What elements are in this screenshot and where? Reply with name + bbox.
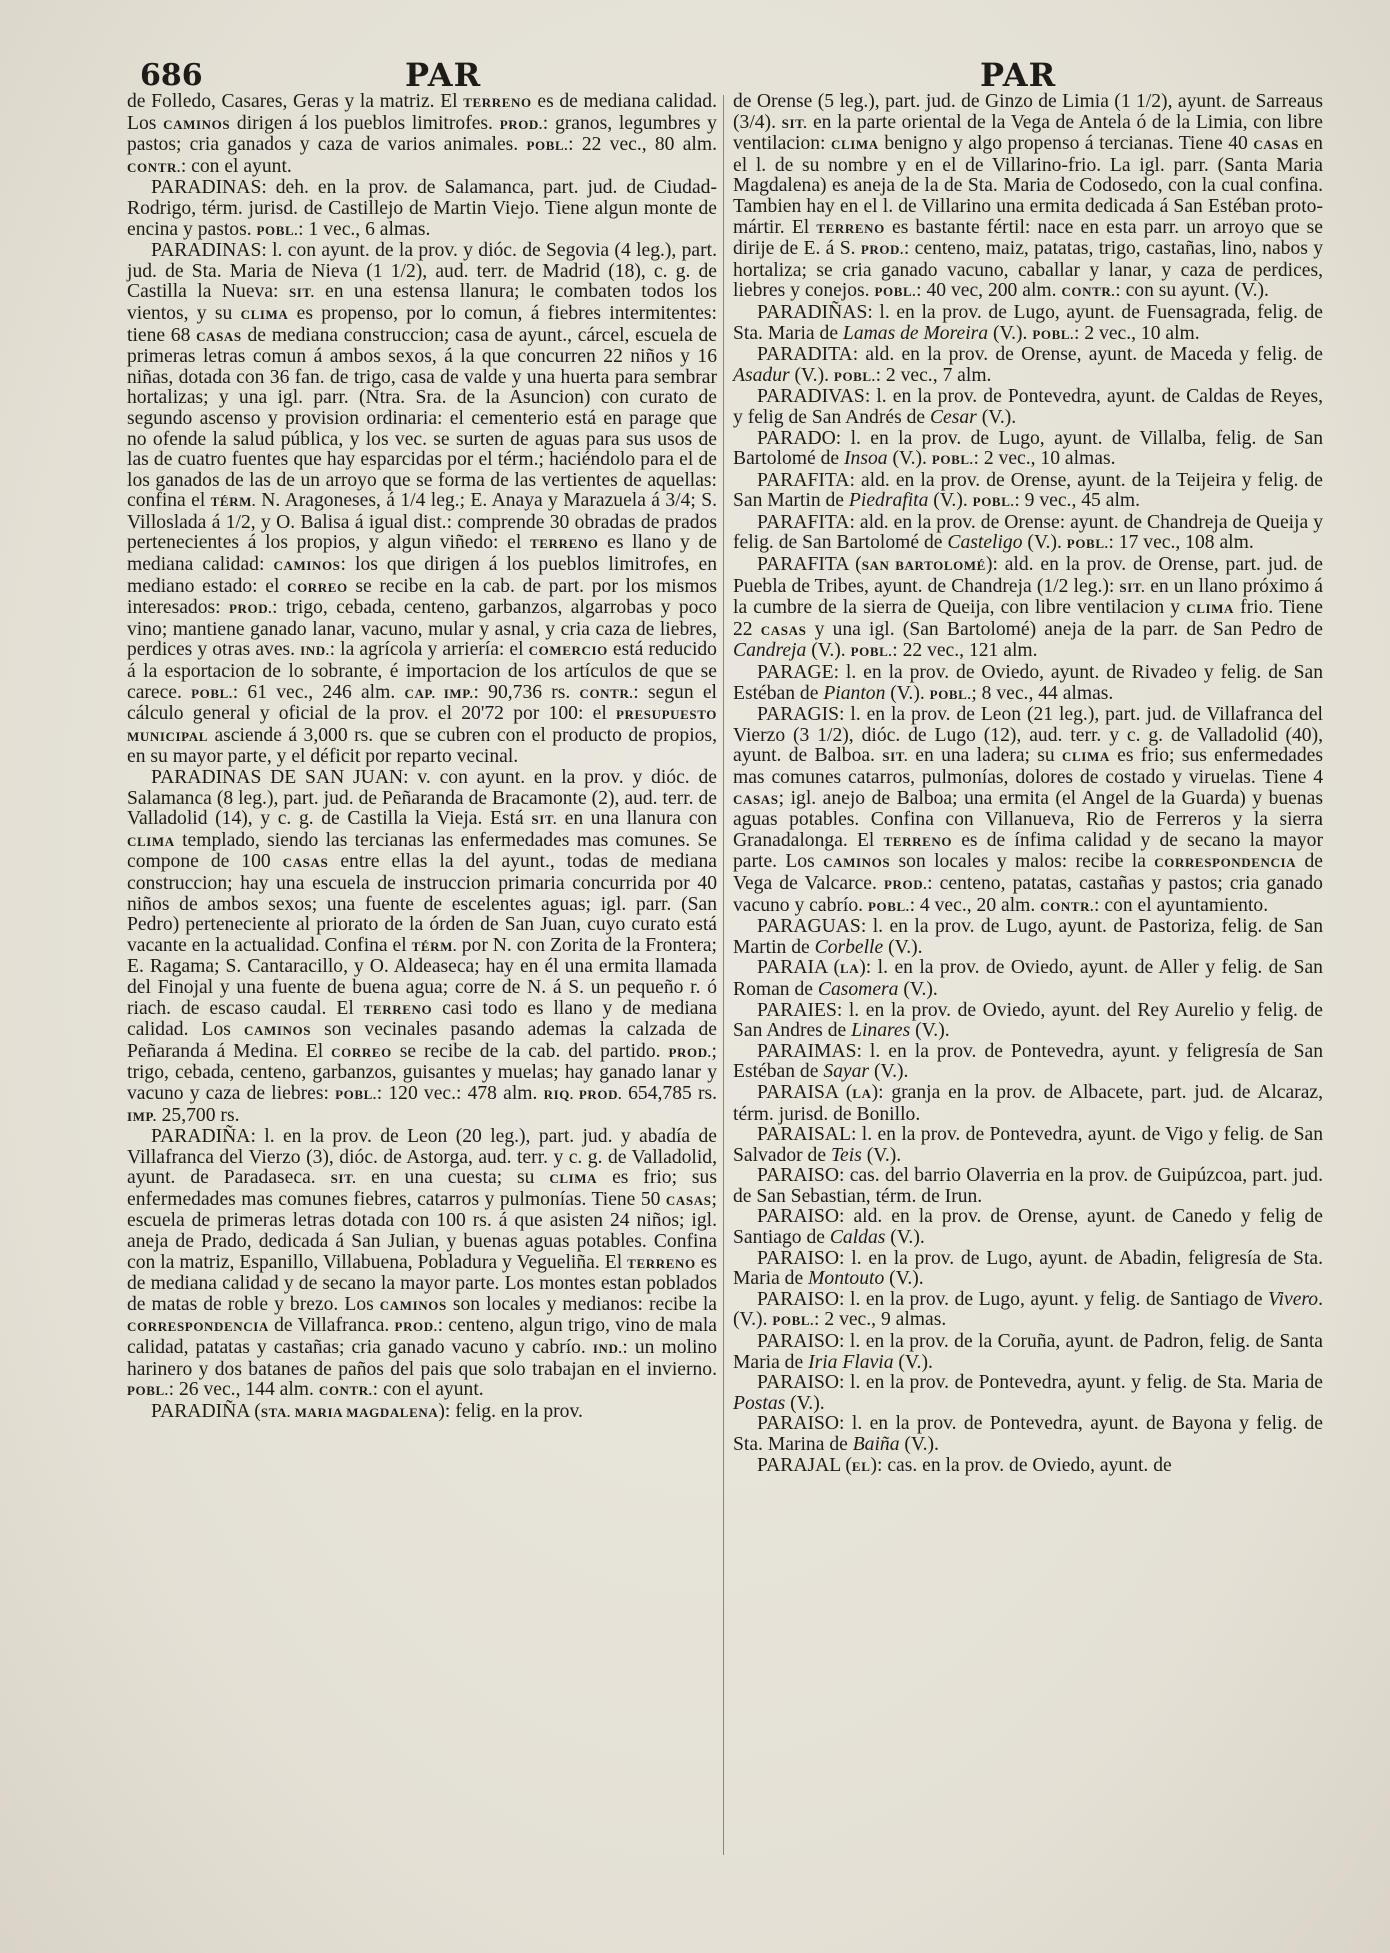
entry-headword: PARADIVAS bbox=[757, 386, 865, 408]
entry-text: : deh. en la prov. de Salamanca, part. jud. de Ciudad-Rodrigo, térm. jurisd. de Castillejo de Martin Viejo. Tiene algun monte de encina y pastos. bbox=[127, 177, 717, 240]
dictionary-entry bbox=[733, 429, 1323, 471]
entry-text: : l. en la prov. de Lugo, ayunt. y felig. de Santiago de bbox=[839, 1288, 1269, 1310]
running-head-right: PAR bbox=[980, 56, 1057, 94]
abbreviation-smallcaps: LA bbox=[852, 1085, 872, 1101]
entry-text: : 120 vec.: 478 alm. bbox=[376, 1082, 544, 1104]
entry-text: (V.). bbox=[861, 1144, 902, 1166]
entry-text: ; 8 vec., 44 almas. bbox=[971, 682, 1114, 704]
entry-headword: PARAISA bbox=[757, 1081, 838, 1103]
entry-headword: PARAFITA bbox=[757, 554, 849, 576]
entry-headword: PARAISO bbox=[757, 1372, 840, 1394]
entry-text: es frio; sus enfermedades mas comunes fiebres, catarros y pulmonías. Tiene 50 bbox=[127, 1167, 717, 1210]
abbreviation-smallcaps: TÉRM. bbox=[411, 938, 457, 954]
abbreviation-smallcaps: CORREO bbox=[331, 1044, 392, 1060]
dictionary-entry bbox=[733, 1125, 1323, 1166]
entry-text: ): granja en la prov. de Albacete, part. jud. de Alcaraz, térm. jurisd. de Bonillo. bbox=[733, 1081, 1323, 1125]
entry-text: dirigen á los pueblos limitrofes. bbox=[230, 112, 500, 134]
entry-text: ( bbox=[249, 1400, 261, 1422]
abbreviation-smallcaps: TÉRM. bbox=[210, 494, 256, 510]
abbreviation-smallcaps: CASAS bbox=[282, 855, 329, 871]
entry-text: es de ínfima calidad y de secano la mayor parte. Los bbox=[733, 829, 1323, 873]
dictionary-entry bbox=[733, 705, 1323, 917]
entry-text: ): ald. en la prov. de Orense, part. jud. de Puebla de Tribes, ayunt. de Chandreja (1/2 leg.): bbox=[733, 554, 1323, 597]
entry-text: (V.). bbox=[789, 364, 834, 386]
abbreviation-smallcaps: CONTR. bbox=[579, 685, 634, 701]
cross-reference-italic: Pianton bbox=[823, 682, 886, 704]
entry-text: ( bbox=[827, 957, 841, 979]
entry-text: es frio; sus enfermedades mas comunes catarros, pulmonías, dolores de costado y viruelas. Tiene 4 bbox=[733, 745, 1323, 788]
abbreviation-smallcaps: IMP. bbox=[127, 1108, 157, 1124]
column-divider bbox=[723, 95, 724, 1855]
abbreviation-smallcaps: TERRENO bbox=[363, 1001, 433, 1017]
abbreviation-smallcaps: POBL. bbox=[526, 138, 569, 154]
entry-headword: PARADIÑAS bbox=[757, 301, 868, 323]
abbreviation-smallcaps: TERRENO bbox=[883, 833, 953, 849]
cross-reference-italic: Baiña bbox=[852, 1434, 900, 1455]
entry-text: (V.). bbox=[1022, 532, 1067, 554]
entry-text: de mediana construccion; casa de ayunt., cárcel, escuela de primeras letras comun á ambos sexos, á la que concurren 22 niños y 16 niñas, dotada con 36 fan. de trigo, casa de valde y una huerta para sembrar hortalizas; y una igl. parr. (Ntra. Sra. de la Asuncion) con curato de segundo ascenso y provision ordinaria: el cementerio está en parage que no ofende la salud pública, y los vec. se surten de aguas para sus usos de las de cuatro fuentes que hay esparcidas por el térm.; haciéndolo para el de los ganados de las de un arroyo que se forma de las vertientes de aquellas: confina el bbox=[127, 324, 718, 512]
abbreviation-smallcaps: POBL. bbox=[850, 644, 893, 660]
cross-reference-italic: Candreja bbox=[733, 640, 807, 662]
entry-headword: PARAGIS bbox=[757, 704, 840, 726]
dictionary-entry bbox=[127, 1127, 717, 1402]
entry-headword: PARAISO bbox=[757, 1331, 840, 1353]
entry-text: ): cas. en la prov. de Oviedo, ayunt. de bbox=[870, 1454, 1172, 1476]
entry-text: : l. con ayunt. de la prov. y dióc. de Segovia (4 leg.), part. jud. de Sta. Maria de Nieva (1 1/2), aud. terr. de Madrid (18), c. g. de Castilla la Nueva: bbox=[127, 240, 717, 303]
entry-text: : con el ayunt. bbox=[180, 155, 292, 177]
entry-text: se recibe de la cab. del partido. bbox=[391, 1040, 669, 1062]
entry-text: en una cuesta; su bbox=[356, 1167, 550, 1189]
entry-text: : con su ayunt. (V.). bbox=[1115, 280, 1269, 302]
abbreviation-smallcaps: SAN BARTOLOMÉ bbox=[861, 558, 986, 574]
dictionary-entry bbox=[733, 555, 1323, 663]
entry-text: ): felig. en la prov. bbox=[438, 1400, 583, 1422]
entry-text: : 17 vec., 108 alm. bbox=[1108, 532, 1254, 554]
cross-reference-italic: Vivero bbox=[1268, 1288, 1319, 1310]
cross-reference-italic: Cesar bbox=[929, 406, 977, 428]
dictionary-entry bbox=[733, 1207, 1323, 1248]
entry-headword: PARAGUAS bbox=[757, 916, 861, 938]
dictionary-entry bbox=[733, 1166, 1323, 1207]
abbreviation-smallcaps: CLIMA bbox=[1062, 749, 1110, 765]
dictionary-entry bbox=[733, 663, 1323, 705]
cross-reference-italic: Casomera bbox=[817, 978, 899, 1000]
abbreviation-smallcaps: PRESUPUESTO MUNICIPAL bbox=[127, 707, 717, 744]
cross-reference-italic: Asadur bbox=[733, 364, 790, 386]
abbreviation-smallcaps: POBL. bbox=[127, 1383, 169, 1399]
dictionary-entry bbox=[127, 768, 717, 1127]
abbreviation-smallcaps: TERRENO bbox=[816, 220, 885, 236]
entry-text: (V.). bbox=[899, 1434, 939, 1455]
abbreviation-smallcaps: POBL. bbox=[972, 494, 1015, 510]
entry-headword: PARAJAL bbox=[757, 1454, 841, 1476]
abbreviation-smallcaps: POBL. bbox=[191, 685, 233, 701]
abbreviation-smallcaps: TERRENO bbox=[463, 95, 532, 110]
running-head-left: PAR bbox=[405, 56, 482, 94]
dictionary-entry bbox=[733, 1042, 1323, 1083]
entry-text: : 2 vec., 7 alm. bbox=[875, 364, 992, 386]
entry-text: ; trigo, cebada, centeno, garbanzos, guisantes y muelas; hay ganado lanar y vacuno y caza de liebres: bbox=[127, 1040, 717, 1104]
abbreviation-smallcaps: CORREO bbox=[287, 579, 348, 595]
entry-text: es propenso, por lo comun, á fiebres intermitentes: tiene 68 bbox=[127, 302, 717, 346]
entry-text: : los que dirigen á los pueblos limitrofes, en mediano estado: el bbox=[127, 554, 717, 597]
abbreviation-smallcaps: POBL. bbox=[833, 368, 876, 384]
abbreviation-smallcaps: CAMINOS bbox=[273, 558, 341, 574]
abbreviation-smallcaps: CASAS bbox=[665, 1192, 712, 1208]
entry-text: (V.). bbox=[785, 1392, 825, 1414]
dictionary-entry bbox=[733, 1332, 1323, 1373]
abbreviation-smallcaps: CLIMA bbox=[831, 137, 879, 153]
abbreviation-smallcaps: IND. bbox=[592, 1341, 623, 1357]
cross-reference-italic: Postas bbox=[733, 1392, 786, 1414]
entry-text: ): l. en la prov. de Oviedo, ayunt. de Aller y felig. de San Roman de bbox=[733, 957, 1323, 1000]
entry-text: : l. en la prov. de Lugo, ayunt. de Villalba, felig. de San Bartolomé de bbox=[733, 427, 1323, 470]
abbreviation-smallcaps: PROD. bbox=[499, 116, 543, 132]
abbreviation-smallcaps: CLIMA bbox=[549, 1171, 598, 1187]
entry-text: de Orense (5 leg.), part. jud. de Ginzo de Limia (1 1/2), ayunt. de Sarreaus (3/4). bbox=[733, 91, 1323, 133]
cross-reference-italic: Insoa bbox=[844, 448, 888, 470]
entry-text: : 22 vec., 80 alm. bbox=[568, 134, 718, 156]
entry-text: son locales y medianos: recibe la bbox=[446, 1293, 717, 1315]
entry-headword: PARAFITA bbox=[757, 511, 850, 533]
dictionary-entry bbox=[733, 345, 1323, 387]
entry-text: : l. en la prov. de Lugo, ayunt. de Pastoriza, felig. de San Martin de bbox=[733, 916, 1323, 958]
abbreviation-smallcaps: CAMINOS bbox=[823, 855, 891, 871]
abbreviation-smallcaps: CONTR. bbox=[127, 159, 181, 175]
dictionary-entry bbox=[733, 1001, 1323, 1042]
abbreviation-smallcaps: SIT. bbox=[288, 285, 315, 301]
abbreviation-smallcaps: SIT. bbox=[1119, 579, 1146, 595]
abbreviation-smallcaps: POBL. bbox=[772, 1313, 815, 1329]
cross-reference-italic: Piedrafita bbox=[848, 490, 929, 512]
entry-headword: PARADIÑA bbox=[151, 1126, 251, 1148]
entry-text: : centeno, algun trigo, vino de mala calidad, patatas y castañas; cria ganado vacuno y cabrío. bbox=[127, 1315, 718, 1359]
entry-text: (V.). bbox=[893, 1351, 933, 1373]
entry-text: : ald. en la prov. de Orense, ayunt. de Canedo y felig de Santiago de bbox=[733, 1206, 1323, 1249]
abbreviation-smallcaps: CONTR. bbox=[1040, 898, 1094, 914]
entry-text: : cas. del barrio Olaverria en la prov. de Guipúzcoa, part. jud. de San Sebastian, térm. de Irun. bbox=[733, 1165, 1323, 1207]
entry-headword: PARAIA bbox=[757, 957, 828, 979]
abbreviation-smallcaps: COMERCIO bbox=[528, 643, 608, 659]
dictionary-entry bbox=[733, 1373, 1323, 1414]
abbreviation-smallcaps: POBL. bbox=[1032, 326, 1074, 342]
cross-reference-italic: Caldas bbox=[829, 1227, 886, 1249]
cross-reference-italic: Linares bbox=[851, 1020, 911, 1042]
abbreviation-smallcaps: PROD. bbox=[228, 601, 273, 617]
entry-text: 25,700 rs. bbox=[156, 1104, 240, 1126]
entry-text: : l. en la prov. de Pontevedra, ayunt. y feligresía de San Estéban de bbox=[733, 1040, 1323, 1083]
entry-text: : 61 vec., 246 alm. bbox=[232, 681, 405, 703]
page-number: 686 bbox=[140, 58, 203, 93]
entry-text: templado, siendo las tercianas las enfermedades mas comunes. Se compone de 100 bbox=[127, 829, 717, 873]
entry-text: : l. en la prov. de Leon (20 leg.), part. jud. y abadía de Villafranca del Vierzo (3), dióc. de Astorga, aud. terr. y c. g. de Valladolid, ayunt. de Paradaseca. bbox=[127, 1126, 717, 1189]
entry-text: ( bbox=[848, 554, 862, 576]
abbreviation-smallcaps: CASAS bbox=[733, 791, 779, 807]
entry-text: : l. en la prov. de Lugo, ayunt. de Fuensagrada, felig. de Sta. Maria de bbox=[733, 301, 1323, 344]
entry-text: en un llano próximo á la cumbre de la sierra de Queija, con libre ventilacion y bbox=[733, 575, 1323, 619]
entry-text: se recibe en la cab. de part. por los mismos interesados: bbox=[127, 575, 717, 619]
entry-text: es de mediana calidad y de secano la mayor parte. Los montes estan poblados de matas de roble y brezo. Los bbox=[127, 1251, 717, 1315]
right-column bbox=[733, 92, 1323, 1477]
dictionary-entry bbox=[733, 1414, 1323, 1455]
dictionary-entry bbox=[733, 513, 1323, 555]
dictionary-entry bbox=[733, 1290, 1323, 1332]
entry-text: : l. en la prov. de Pontevedra, ayunt. de Bayona y felig. de Sta. Marina de bbox=[733, 1413, 1323, 1455]
entry-text: ( bbox=[840, 1454, 852, 1476]
entry-text: : 22 vec., 121 alm. bbox=[892, 640, 1038, 662]
entry-text: frio. Tiene 22 bbox=[733, 597, 1324, 640]
entry-text: y una igl. (San Bartolomé) aneja de la parr. de San Pedro de bbox=[806, 618, 1323, 640]
abbreviation-smallcaps: CAMINOS bbox=[244, 1023, 312, 1039]
abbreviation-smallcaps: LA bbox=[840, 961, 860, 977]
entry-text: (V.). bbox=[887, 448, 932, 470]
dictionary-entry bbox=[733, 471, 1323, 513]
entry-text: : 2 vec., 9 almas. bbox=[814, 1309, 947, 1331]
entry-headword: PARAISO bbox=[757, 1165, 840, 1187]
abbreviation-smallcaps: CLIMA bbox=[240, 306, 289, 322]
abbreviation-smallcaps: EL bbox=[851, 1458, 871, 1474]
abbreviation-smallcaps: CONTR. bbox=[1061, 284, 1116, 300]
abbreviation-smallcaps: CORRESPONDENCIA bbox=[1154, 855, 1297, 871]
abbreviation-smallcaps: CAMINOS bbox=[379, 1297, 447, 1313]
entry-text: en una ladera; su bbox=[907, 745, 1063, 767]
entry-text: (V.). bbox=[928, 490, 973, 512]
entry-text: son vecinales pasando ademas la calzada de Peñaranda á Medina. El bbox=[127, 1019, 717, 1062]
abbreviation-smallcaps: PROD. bbox=[668, 1044, 712, 1060]
entry-text: : l. en la prov. de Pontevedra, ayunt. de Caldas de Reyes, y felig de San Andrés de bbox=[733, 386, 1323, 428]
abbreviation-smallcaps: POBL. bbox=[335, 1086, 377, 1102]
entry-text: de Folledo, Casares, Geras y la matriz. El bbox=[127, 91, 464, 112]
abbreviation-smallcaps: POBL. bbox=[867, 898, 910, 914]
entry-text: casi todo es llano y de mediana calidad. Los bbox=[127, 997, 717, 1041]
entry-text: : segun el cálculo general y oficial de la prov. el 20'72 por 100: el bbox=[127, 681, 717, 725]
dictionary-entry bbox=[733, 303, 1323, 345]
entry-headword: PARADITA bbox=[757, 344, 853, 366]
entry-text: : con el ayuntamiento. bbox=[1094, 894, 1269, 916]
page-header bbox=[140, 52, 1320, 92]
entry-headword: PARAISO bbox=[757, 1288, 840, 1310]
entry-headword: PARAISAL bbox=[757, 1124, 852, 1146]
dictionary-entry bbox=[733, 92, 1323, 303]
abbreviation-smallcaps: CAP. IMP. bbox=[404, 685, 474, 701]
dictionary-entry bbox=[733, 1456, 1323, 1478]
entry-text: son locales y malos: recibe la bbox=[890, 851, 1155, 873]
abbreviation-smallcaps: SIT. bbox=[781, 115, 808, 131]
entry-headword: PARAISO bbox=[757, 1247, 840, 1269]
dictionary-entry bbox=[127, 92, 717, 178]
entry-text: : v. con ayunt. en la prov. y dióc. de Salamanca (8 leg.), part. jud. de Peñaranda de Bracamonte (2), aud. terr. de Valladolid (14), y c. g. de Castilla la Vieja. Está bbox=[127, 767, 717, 830]
abbreviation-smallcaps: PROD. bbox=[860, 242, 904, 258]
abbreviation-smallcaps: POBL. bbox=[931, 452, 974, 468]
cross-reference-italic: Sayar bbox=[823, 1061, 870, 1083]
entry-headword: PARADIÑA bbox=[151, 1400, 250, 1422]
entry-headword: PARADINAS bbox=[151, 177, 262, 199]
entry-text: N. Aragoneses, á 1/4 leg.; E. Anaya y Marazuela á 3/4; S. Villoslada á 1/2, y O. Balisa á igual dist.: comprende 30 obradas de prados pertenecientes á los propios, y algun viñedo: el bbox=[127, 490, 717, 554]
entry-headword: PARAISO bbox=[757, 1413, 840, 1435]
entry-text: : 2 vec., 10 alm. bbox=[1074, 322, 1200, 344]
entry-text: : 90,736 rs. bbox=[473, 681, 580, 703]
abbreviation-smallcaps: POBL. bbox=[874, 284, 917, 300]
entry-text: : granos, legumbres y pastos; cria ganados y caza de varios animales. bbox=[127, 112, 717, 156]
entry-text: : 40 vec, 200 alm. bbox=[916, 280, 1062, 302]
abbreviation-smallcaps: TERRENO bbox=[627, 1255, 696, 1271]
cross-reference-italic: Lamas de Moreira bbox=[842, 322, 989, 344]
entry-text: en una estensa llanura; le combaten todos los vientos, y su bbox=[127, 281, 718, 324]
entry-text: : l. en la prov. de Lugo, ayunt. de Abadin, feligresía de Sta. Maria de bbox=[733, 1247, 1323, 1290]
entry-text: (V.). bbox=[885, 682, 930, 704]
abbreviation-smallcaps: SIT. bbox=[330, 1171, 357, 1187]
entry-text: : ald. en la prov. de Orense, ayunt. de Maceda y felig. de bbox=[852, 344, 1323, 366]
abbreviation-smallcaps: PROD. bbox=[394, 1319, 438, 1335]
abbreviation-smallcaps: IND. bbox=[300, 643, 330, 659]
entry-text: : centeno, maiz, patatas, trigo, castañas, lino, nabos y hortaliza; se cria ganado vacuno, caballar y lanar, y caza de perdices, liebres y conejos. bbox=[733, 238, 1323, 302]
dictionary-entry bbox=[127, 241, 717, 768]
entry-text: (V.). bbox=[988, 322, 1033, 344]
abbreviation-smallcaps: PROD. bbox=[884, 876, 928, 892]
abbreviation-smallcaps: TERRENO bbox=[529, 536, 599, 552]
entry-text: : trigo, cebada, centeno, garbanzos, algarrobas y poco vino; mantiene ganado lanar, vacuno, mular y asnal, y cria caza de liebres, perdices y otras aves. bbox=[127, 597, 717, 661]
entry-text: (V.). bbox=[976, 406, 1017, 428]
abbreviation-smallcaps: CORRESPONDENCIA bbox=[127, 1319, 269, 1335]
entry-text: : l. en la prov. de Pontevedra, ayunt. y felig. de Sta. Maria de bbox=[839, 1372, 1323, 1394]
entry-text: : con el ayunt. bbox=[372, 1379, 484, 1401]
entry-text: : 4 vec., 20 alm. bbox=[909, 894, 1041, 916]
entry-text: (V.). bbox=[898, 978, 938, 1000]
abbreviation-smallcaps: POBL. bbox=[929, 686, 972, 702]
entry-headword: PARAFITA bbox=[757, 469, 850, 491]
entry-text: : l. en la prov. de Oviedo, ayunt. de Rivadeo y felig. de San Estéban de bbox=[733, 662, 1323, 704]
dictionary-entry bbox=[127, 178, 717, 241]
entry-text: asciende á 3,000 rs. que se cubren con el producto de propios, en su mayor parte, y el déficit por reparto vecinal. bbox=[127, 724, 717, 768]
abbreviation-smallcaps: STA. MARIA MAGDALENA bbox=[260, 1404, 439, 1420]
entry-text: : 2 vec., 10 almas. bbox=[973, 448, 1116, 470]
entry-text: : la agrícola y arriería: el bbox=[329, 639, 529, 661]
entry-text: ; igl. anejo de Balboa; una ermita (el Angel de la Guarda) y buenas aguas potables. Confina con Villanueva, Rio de Ferreros y la sierra Granadalonga. El bbox=[733, 787, 1323, 851]
dictionary-entry bbox=[733, 387, 1323, 428]
cross-reference-italic: Montouto bbox=[808, 1268, 885, 1290]
abbreviation-smallcaps: POBL. bbox=[256, 222, 299, 238]
entry-text: en una llanura con bbox=[557, 808, 717, 830]
entry-text: : l. en la prov. de la Coruña, ayunt. de Padron, felig. de Santa Maria de bbox=[733, 1331, 1323, 1373]
entry-text: por N. con Zorita de la Frontera; E. Ragama; S. Cantaracillo, y O. Aldeaseca; hay en él una ermita llamada del Finojal y una fuente de buena agua; corre de N. á S. un pequeño r. ó riach. de escaso caudal. El bbox=[127, 934, 717, 1019]
entry-text: 654,785 rs. bbox=[621, 1082, 718, 1104]
entry-text: : l. en la prov. de Leon (21 leg.), part. jud. de Villafranca del Vierzo (3 1/2), dióc. de Lugo (12), aud. terr. y c. g. de Valladolid (40), ayunt. de Balboa. bbox=[733, 704, 1323, 767]
abbreviation-smallcaps: SIT. bbox=[531, 812, 558, 828]
entry-text: ; escuela de primeras letras dotada con 100 rs. á que asisten 24 niños; igl. aneja de Prado, dedicada á San Julian, y buenas aguas potables. Confina con la matriz, Espanillo, Villabuena, Pobladura y Vegueliña. El bbox=[127, 1188, 717, 1273]
entry-text: (V.). bbox=[885, 1227, 925, 1249]
abbreviation-smallcaps: SIT. bbox=[882, 749, 908, 765]
entry-text: : l. en la prov. de Pontevedra, ayunt. de Vigo y felig. de San Salvador de bbox=[733, 1124, 1323, 1166]
abbreviation-smallcaps: CASAS bbox=[1253, 137, 1299, 153]
entry-headword: PARAISO bbox=[757, 1206, 840, 1228]
dictionary-entry bbox=[733, 917, 1323, 958]
abbreviation-smallcaps: POBL. bbox=[1066, 536, 1109, 552]
entry-text: es llano y de mediana calidad: bbox=[127, 532, 717, 576]
entry-text: (V.). bbox=[883, 936, 923, 958]
entry-text: benigno y algo propenso á tercianas. Tiene 40 bbox=[878, 133, 1254, 155]
entry-text: : ald. en la prov. de Orense, ayunt. de la Teijeira y felig. de San Martin de bbox=[733, 469, 1323, 512]
left-column bbox=[127, 92, 717, 1423]
entry-text: ( bbox=[837, 1081, 853, 1103]
entry-text: de Villafranca. bbox=[268, 1315, 395, 1337]
entry-text: de Vega de Valcarce. bbox=[733, 851, 1323, 894]
abbreviation-smallcaps: CLIMA bbox=[1186, 601, 1234, 617]
dictionary-entry bbox=[733, 1083, 1323, 1125]
entry-text: : 9 vec., 45 alm. bbox=[1014, 490, 1141, 512]
abbreviation-smallcaps: CONTR. bbox=[318, 1383, 373, 1399]
entry-text: es de mediana calidad. Los bbox=[127, 91, 718, 134]
entry-text: : l. en la prov. de Oviedo, ayunt. del Rey Aurelio y felig. de San Andres de bbox=[733, 999, 1323, 1042]
entry-headword: PARAGE bbox=[757, 662, 834, 684]
entry-text: . (V.). bbox=[733, 1288, 1323, 1331]
entry-text: está reducido á la esportacion de lo sobrante, é importacion de los artículos de que se carece. bbox=[127, 639, 717, 703]
abbreviation-smallcaps: CAMINOS bbox=[163, 116, 231, 132]
entry-headword: PARAIES bbox=[757, 999, 837, 1021]
cross-reference-italic: Corbelle bbox=[814, 936, 884, 958]
entry-text: : centeno, patatas, castañas y pastos; cria ganado vacuno y cabrío. bbox=[733, 872, 1323, 916]
abbreviation-smallcaps: CLIMA bbox=[127, 833, 175, 849]
entry-text: : un molino harinero y dos batanes de paños del pais que solo trabajan en el invierno. bbox=[127, 1337, 717, 1380]
abbreviation-smallcaps: CASAS bbox=[196, 328, 242, 344]
cross-reference-italic: Teis bbox=[830, 1144, 862, 1166]
cross-reference-italic: Casteligo bbox=[947, 532, 1023, 554]
entry-text: en la parte oriental de la Vega de Antela ó de la Limia, con libre ventilacion: bbox=[733, 111, 1323, 155]
entry-text: : ald. en la prov. de Orense: ayunt. de Chandreja de Queija y felig. de San Bartolomé de bbox=[733, 511, 1323, 554]
entry-text: : 1 vec., 6 almas. bbox=[298, 218, 431, 240]
entry-headword: PARADO bbox=[757, 427, 836, 449]
entry-headword: PARADINAS bbox=[151, 240, 262, 262]
entry-text: en el l. de su nombre y en el de Villarino-frio. La igl. parr. (Santa Maria Magdalena) es aneja de la de Sta. Maria de Codosedo, con la cual confina. Tambien hay en el l. de Villarino una ermita dedicada á San Estéban proto-mártir. El bbox=[733, 133, 1323, 238]
entry-text: (V.). bbox=[869, 1061, 909, 1083]
entry-text: : 26 vec., 144 alm. bbox=[168, 1379, 319, 1401]
dictionary-entry bbox=[733, 958, 1323, 1000]
entry-text: (V.). bbox=[806, 640, 851, 662]
entry-text: entre ellas la del ayunt., todas de mediana construccion; hay una escuela de instruccion primaria concurrida por 40 niños de ambos sexos; una fuente de escelentes aguas; igl. parr. (San Pedro) perteneciente al priorato de la órden de San Juan, cuyo curato está vacante en la actualidad. Confina el bbox=[127, 851, 717, 956]
dictionary-entry bbox=[733, 1249, 1323, 1290]
entry-text: (V.). bbox=[884, 1268, 924, 1290]
entry-text: (V.). bbox=[910, 1020, 950, 1042]
entry-text: es bastante fértil: nace en esta parr. un arroyo que se dirije de E. á S. bbox=[733, 216, 1324, 260]
entry-headword: PARAIMAS bbox=[757, 1040, 857, 1062]
dictionary-entry bbox=[127, 1402, 717, 1424]
abbreviation-smallcaps: CASAS bbox=[760, 622, 807, 638]
entry-headword: PARADINAS DE SAN JUAN bbox=[151, 767, 404, 788]
cross-reference-italic: Iria Flavia bbox=[808, 1351, 894, 1373]
abbreviation-smallcaps: RIQ. PROD. bbox=[543, 1086, 622, 1102]
